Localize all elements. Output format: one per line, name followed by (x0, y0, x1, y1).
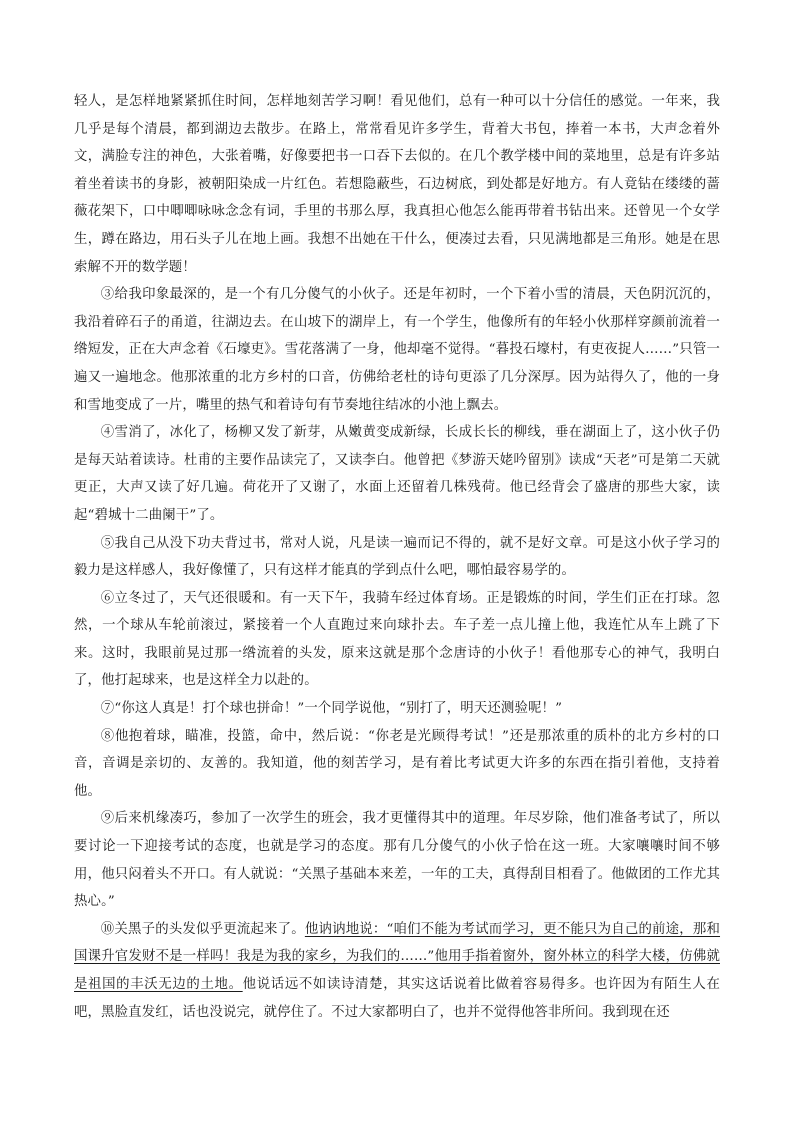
paragraph-8 (74, 723, 720, 806)
paragraph-4 (74, 419, 720, 529)
paragraph-text: 轻人，是怎样地紧紧抓住时间，怎样地刻苦学习啊！看见他们，总有一种可以十分信任的感觉。一年来，我几乎是每个清晨，都到湖边去散步。在路上，常常看见许多学生，背着大书包，捧着一本书，大声念着外文，满脸专注的神色，大张着嘴，好像要把书一口吞下去似的。在几个教学楼中间的菜地里，总是有许多站着坐着读书的身影，被朝阳染成一片红色。若想隐蔽些，石边树底，到处都是好地方。有人竟钻在缕缕的蔷薇花架下，口中唧唧咏咏念念有词，手里的书那么厚，我真担心他怎么能再带着书钻出来。还曾见一个女学生，蹲在路边，用石头子儿在地上画。我想不出她在干什么，便凑过去看，只见满地都是三角形。她是在思索解不开的数学题！ (74, 94, 720, 275)
document-page (74, 88, 720, 1026)
paragraph-text: ⑥立冬过了，天气还很暖和。有一天下午，我骑车经过体育场。正是锻炼的时间，学生们正在打球。忽然，一个球从车轮前滚过，紧接着一个人直跑过来向球扑去。车子差一点儿撞上他，我连忙从车上跳了下来。这时，我眼前晃过那一绺流着的头发，原来这就是那个念唐诗的小伙子！看他那专心的神气，我明白了，他打起球来，也是这样全力以赴的。 (74, 590, 720, 689)
paragraph-text: ⑦“你这人真是！打个球也拼命！”一个同学说他，“别打了，明天还测验呢！” (100, 701, 563, 717)
paragraph-7 (74, 695, 720, 723)
paragraph-text: ③给我印象最深的，是一个有几分傻气的小伙子。还是年初时，一个下着小雪的清晨，天色阴沉沉的，我沿着碎石子的甬道，往湖边去。在山坡下的湖岸上，有一个学生，他像所有的年轻小伙那样穿颜前流着一绺短发，正在大声念着《石壕吏》。雪花落满了一身，他却毫不觉得。“暮投石壕村，有吏夜捉人……”只管一遍又一遍地念。他那浓重的北方乡村的口音，仿佛给老杜的诗句更添了几分深厚。因为站得久了，他的一身和雪地变成了一片，嘴里的热气和着诗句有节奏地往结冰的小池上飘去。 (74, 287, 720, 413)
paragraph-text: ⑩关黑子的头发似乎更流起来了。 (100, 921, 305, 937)
paragraph-6 (74, 585, 720, 695)
paragraph-10 (74, 916, 720, 1026)
paragraph-5 (74, 530, 720, 585)
underlined-sentence: 他讷讷地说：“咱们不能为考试而学习，更不能只为自己的前途，那和国课升官发财不是一样吗！我是为我的家乡，为我们的……”他用手指着窗外，窗外林立的科学大楼，仿佛就是祖国的丰沃无边的土地。 (74, 921, 721, 992)
paragraph-text: ⑤我自己从没下功夫背过书，常对人说，凡是读一遍而记不得的，就不是好文章。可是这小伙子学习的毅力是这样感人，我好像懂了，只有这样才能真的学到点什么吧，哪怕最容易学的。 (74, 535, 720, 579)
paragraph-2-continued (74, 88, 720, 281)
paragraph-text: 他说话远不如读诗清楚，其实这话说着比做着容易得多。也许因为有陌生人在吧，黑脸直发红，话也没说完，就停住了。不过大家都明白了，也并不觉得他答非所问。我到现在还 (74, 977, 720, 1020)
paragraph-9 (74, 805, 720, 915)
paragraph-text: ⑧他抱着球，瞄准，投篮，命中，然后说：“你老是光顾得考试！”还是那浓重的质朴的北方乡村的口音，音调是亲切的、友善的。我知道，他的刻苦学习，是有着比考试更大许多的东西在指引着他，支持着他。 (74, 728, 720, 799)
paragraph-text: ⑨后来机缘凑巧，参加了一次学生的班会，我才更懂得其中的道理。年尽岁除，他们准备考试了，所以要讨论一下迎接考试的态度，也就是学习的态度。那有几分傻气的小伙子恰在这一班。大家嚷嚷时间不够用，他只闷着头不开口。有人就说：“关黑子基础本来差，一年的工夫，真得刮目相看了。他做团的工作尤其热心。” (74, 811, 720, 910)
paragraph-3 (74, 281, 720, 419)
paragraph-text: ④雪消了，冰化了，杨柳又发了新芽，从嫩黄变成新绿，长成长长的柳线，垂在湖面上了，这小伙子仍是每天站着读诗。杜甫的主要作品读完了，又读李白。他曾把《梦游天姥吟留别》读成“天老”可是第二天就更正，大声又读了好几遍。荷花开了又谢了，水面上还留着几株残荷。他已经背会了盛唐的那些大家，读起“碧城十二曲阑干”了。 (74, 425, 720, 523)
